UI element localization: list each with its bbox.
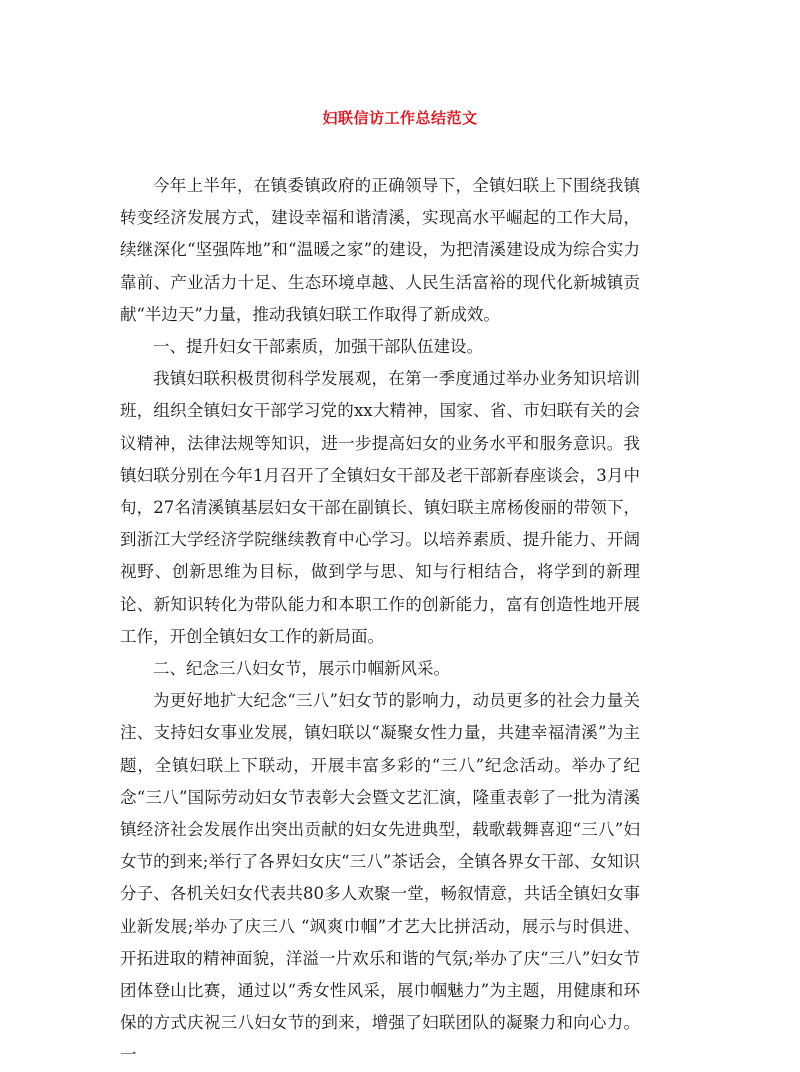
paragraph-section-1: 我镇妇联积极贯彻科学发展观，在第一季度通过举办业务知识培训班，组织全镇妇女干部学习党的xx大精神，国家、省、市妇联有关的会议精神，法律法规等知识，进一步提高妇女的业务水平和服务意识。我镇妇联分别在今年1月召开了全镇妇女干部及老干部新春座谈会，3月中旬，27名清溪镇基层妇女干部在副镇长、镇妇联主席杨俊丽的带领下，到浙江大学经济学院继续教育中心学习。以培养素质、提升能力、开阔视野、创新思维为目标，做到学与思、知与行相结合，将学到的新理论、新知识转化为带队能力和本职工作的创新能力，富有创造性地开展工作，开创全镇妇女工作的新局面。	[120, 369, 640, 646]
paragraph-intro: 今年上半年，在镇委镇政府的正确领导下，全镇妇联上下围绕我镇转变经济发展方式，建设幸福和谐清溪，实现高水平崛起的工作大局，续继深化“坚强阵地”和“温暖之家”的建设，为把清溪建设成为综合实力靠前、产业活力十足、生态环境卓越、人民生活富裕的现代化新城镇贡献“半边天”力量，推动我镇妇联工作取得了新成效。	[120, 176, 640, 324]
paragraph-section-2: 为更好地扩大纪念“三八”妇女节的影响力，动员更多的社会力量关注、支持妇女事业发展，镇妇联以“凝聚女性力量，共建幸福清溪”为主题，全镇妇联上下联动，开展丰富多彩的“三八”纪念活动。举办了纪念“三八”国际劳动妇女节表彰大会暨文艺汇演，隆重表彰了一批为清溪镇经济社会发展作出突出贡献的妇女先进典型，载歌载舞喜迎“三八”妇女节的到来;举行了各界妇女庆“三八”茶话会，全镇各界女干部、女知识分子、各机关妇女代表共80多人欢聚一堂，畅叙情意，共话全镇妇女事业新发展;举办了庆三八 “飒爽巾帼”才艺大比拼活动，展示与时俱进、开拓进取的精神面貌，洋溢一片欢乐和谐的气氛;举办了庆“三八”妇女节团体登山比赛，通过以“秀女性风采，展巾帼魅力”为主题，用健康和环保的方式庆祝三八妇女节的到来，增强了妇联团队的凝聚力和向心力。一	[120, 691, 640, 1065]
document-title: 妇联信访工作总结范文	[322, 109, 478, 127]
document-body	[120, 170, 640, 1072]
section-heading-1: 一、提升妇女干部素质，加强干部队伍建设。	[153, 337, 483, 357]
section-heading-2: 二、纪念三八妇女节，展示巾帼新风采。	[153, 659, 450, 679]
